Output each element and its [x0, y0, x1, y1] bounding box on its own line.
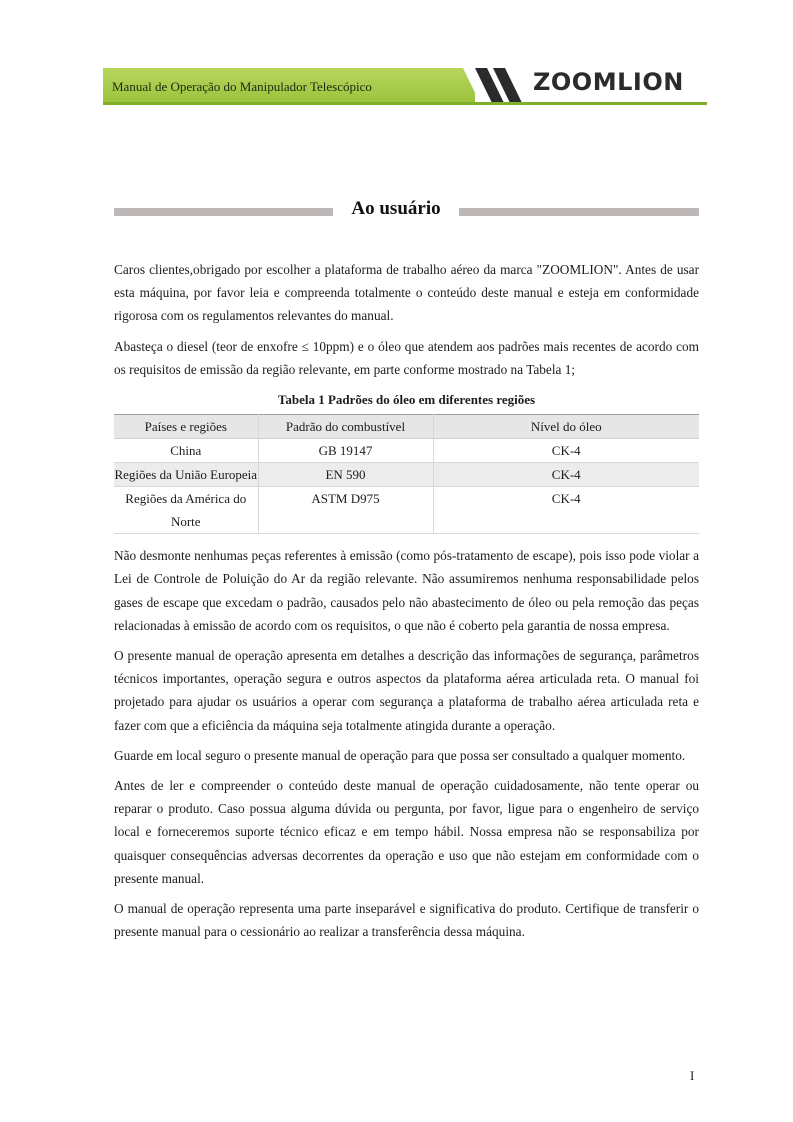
table-cell: GB 19147	[258, 439, 433, 463]
page-number: I	[690, 1068, 695, 1083]
table-cell: EN 590	[258, 463, 433, 487]
page-header	[103, 68, 707, 105]
paragraph-storage: Guarde em local seguro o presente manual de operação para que possa ser consultado a qualquer momento.	[114, 747, 686, 763]
paragraph-manual-description: O presente manual de operação apresenta em detalhes a descrição das informações de segurança, parâmetros técnicos importantes, operação segura e outros aspectos da plataforma aérea articulada reta. O manual foi projetado para ajudar os usuários a operar com segurança a plataforma de trabalho aérea articulada reta e fazer com que a eficiência da máquina seja totalmente atingida durante a operação.	[114, 648, 699, 733]
header-title: Manual de Operação do Manipulador Telescópico	[112, 79, 372, 94]
paragraph-fuel: Abasteça o diesel (teor de enxofre ≤ 10ppm) e o óleo que atendem aos padrões mais recentes de acordo com os requisitos de emissão da região relevante, em parte conforme mostrado na Tabela 1;	[114, 338, 699, 377]
brand-logo-text: ZOOMLION	[533, 68, 684, 96]
table-row	[114, 487, 699, 534]
title-decor-bar-left	[114, 208, 333, 216]
table-row	[114, 463, 699, 487]
page-content	[114, 258, 699, 950]
title-decor-bar-right	[459, 208, 699, 216]
table-cell: Regiões da América do Norte	[114, 487, 258, 534]
paragraph-emissions-warning: Não desmonte nenhumas peças referentes à emissão (como pós-tratamento de escape), pois isso pode violar a Lei de Controle de Poluição do Ar da região relevante. Não assumiremos nenhuma responsabilidade pelos gases de escape que excedam o padrão, causados pelo não abastecimento de óleo ou pela remoção das peças relacionadas à emissão de acordo com os requisitos, o que não é coberto pela garantia de nossa empresa.	[114, 548, 699, 633]
section-title-row	[114, 198, 699, 224]
table-cell: CK-4	[433, 439, 699, 463]
table-cell: China	[114, 439, 258, 463]
oil-standards-table	[114, 414, 699, 534]
zoomlion-stripes-icon	[463, 68, 523, 105]
table-header-cell: Nível do óleo	[433, 415, 699, 439]
table-header-row	[114, 415, 699, 439]
table-header-cell: Padrão do combustível	[258, 415, 433, 439]
paragraph-transfer: O manual de operação representa uma parte inseparável e significativa do produto. Certifique de transferir o presente manual para o cessionário ao realizar a transferência dessa máquina.	[114, 901, 699, 940]
table-caption: Tabela 1 Padrões do óleo em diferentes regiões	[277, 392, 536, 408]
table-row	[114, 439, 699, 463]
paragraph-intro: Caros clientes,obrigado por escolher a plataforma de trabalho aéreo da marca "ZOOMLION". Antes de usar esta máquina, por favor leia e compreenda totalmente o conteúdo deste manual e esteja em conformidade rigorosa com os regulamentos relevantes do manual.	[114, 262, 699, 324]
paragraph-read-first: Antes de ler e compreender o conteúdo deste manual de operação cuidadosamente, não tente operar ou reparar o produto. Caso possua alguma dúvida ou pergunta, por favor, ligue para o engenheiro de serviço local e forneceremos suporte técnico eficaz e em tempo hábil. Nossa empresa não se responsabiliza por quaisquer consequências adversas decorrentes da operação e uso que não estejam em conformidade com o presente manual.	[114, 778, 699, 886]
header-underline	[475, 102, 707, 105]
table-cell: CK-4	[433, 487, 699, 534]
table-cell: ASTM D975	[258, 487, 433, 534]
table-cell: CK-4	[433, 463, 699, 487]
section-title: Ao usuário	[351, 198, 441, 219]
table-cell: Regiões da União Europeia	[114, 463, 258, 487]
table-header-cell: Países e regiões	[114, 415, 258, 439]
